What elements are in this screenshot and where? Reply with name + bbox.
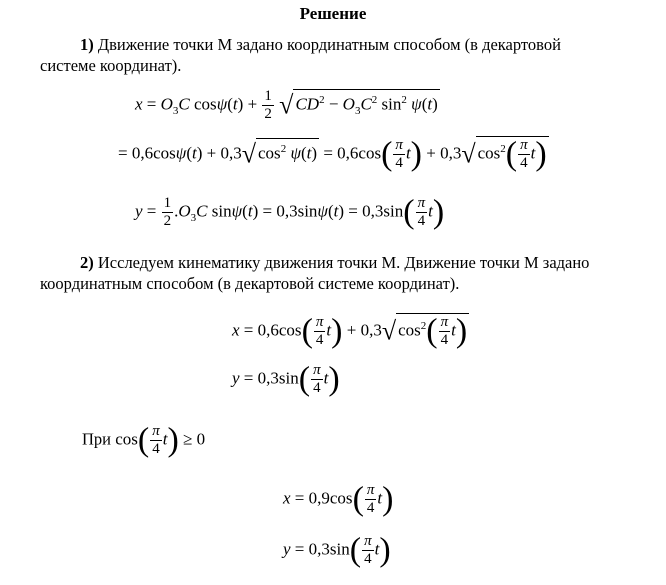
step2-line2: координатным способом (в декартовой системе координат). [40, 274, 460, 293]
equation-y-step2: y = 0,3sin( $\frac{\pi}{4}$ t) [232, 360, 340, 398]
equation-x-step2: x = 0,6cos( $\frac{\pi}{4}$ t) + 0,3√ $\cos^2$( $\frac{\pi}{4}$ t) [232, 312, 468, 350]
step1-number: 1) [80, 35, 94, 54]
equation-x-result: x = 0,9cos( $\frac{\pi}{4}$ t) [283, 480, 394, 518]
step2-number: 2) [80, 253, 94, 272]
step2-text [80, 252, 620, 273]
equation-y-result: y = 0,3sin( $\frac{\pi}{4}$ t) [283, 531, 391, 569]
equation-x-definition: $x = O_3C$ cosψ(t) + $\frac{1}{2}$ √ $CD^2 - O_3C^2$ $\sin^2 \psi(t)$ [135, 88, 438, 122]
step1-text [80, 34, 620, 55]
step1-line2: системе координат). [40, 56, 182, 75]
step1-line1: Движение точки М задано координатным способом (в декартовой [93, 35, 561, 54]
equation-x-substituted: = 0,6cosψ(t) + 0,3√ $\cos^2 \psi(t) = 0,6\cos$( $\frac{\pi}{4}$ t) + 0,3√ $\cos^2$( $\frac{\pi}{4}$ t) [118, 135, 547, 173]
equation-y-definition: y = $\frac{1}{2}$ $.O_3C$ sinψ(t) = 0,3sinψ(t) = 0,3sin( $\frac{\pi}{4}$ t) [135, 193, 445, 231]
page-title: Решение [299, 4, 367, 23]
condition-line: При cos( $\frac{\pi}{4}$ t) ≥ 0 [82, 421, 206, 459]
step2-line1: Исследуем кинематику движения точки М. Движение точки М задано [93, 253, 590, 272]
